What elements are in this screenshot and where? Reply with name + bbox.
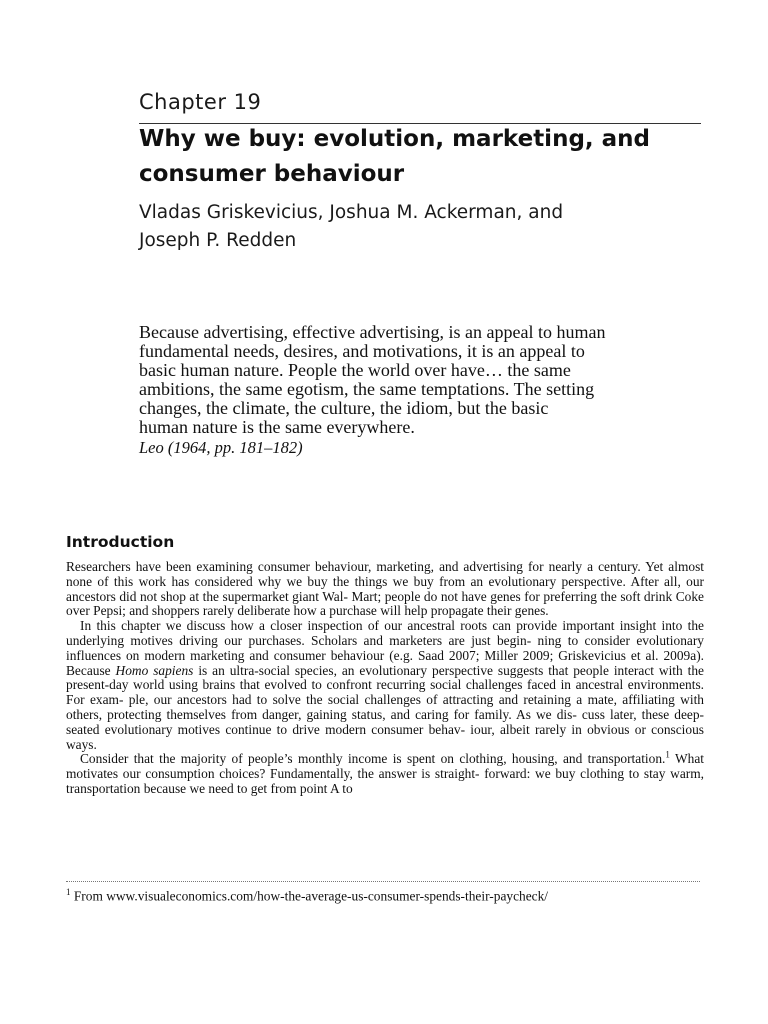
- epigraph-line: basic human nature. People the world over have… the same: [139, 360, 571, 380]
- footnote-text: From www.visualeconomics.com/how-the-average-us-consumer-spends-their-paycheck/: [70, 888, 549, 904]
- chapter-number: Chapter 19: [139, 90, 262, 114]
- introduction-body: [66, 560, 704, 797]
- epigraph-line: human nature is the same everywhere.: [139, 417, 415, 437]
- footnote-divider: [66, 881, 700, 882]
- epigraph-line: changes, the climate, the culture, the idiom, but the basic: [139, 398, 549, 418]
- footnote-reference: 1: [665, 749, 670, 760]
- authors: [139, 199, 699, 255]
- paragraph: [66, 619, 704, 752]
- chapter-title-line-2: consumer behaviour: [139, 161, 405, 187]
- epigraph-line: fundamental needs, desires, and motivations, it is an appeal to: [139, 341, 585, 361]
- paragraph-text: What motivates our consumption choices? Fundamentally, the answer is straight- forward: we buy clothing to stay warm, transportation because we need to get from point A to: [66, 751, 704, 796]
- authors-line-1: Vladas Griskevicius, Joshua M. Ackerman, and: [139, 202, 564, 223]
- footnote-marker: 1: [66, 887, 71, 897]
- species-name: Homo sapiens: [115, 662, 194, 678]
- paragraph: [66, 749, 704, 796]
- chapter-title-line-1: Why we buy: evolution, marketing, and: [139, 126, 651, 152]
- section-heading-introduction: Introduction: [66, 533, 175, 551]
- paragraph-text: is an ultra-social species, an evolutionary perspective suggests that people interact with the present-day world using brains that evolved to confront recurring social challenges faced in ancestral environments. For exam- ple, our ancestors had to solve the social challenges of attracting and retaining a mate, affiliating with others, protecting themselves from danger, gaining status, and caring for family. As we dis- cuss later, these deep-seated evolutionary motives continue to drive modern consumer behav- iour, albeit rarely in obvious or conscious ways.: [66, 662, 704, 752]
- authors-line-2: Joseph P. Redden: [139, 230, 297, 251]
- footnote: [66, 887, 706, 904]
- chapter-title: [139, 122, 719, 192]
- epigraph-source: Leo (1964, pp. 181–182): [139, 438, 303, 457]
- epigraph-line: Because advertising, effective advertising, is an appeal to human: [139, 322, 606, 342]
- epigraph: [139, 323, 719, 457]
- paragraph: Researchers have been examining consumer behaviour, marketing, and advertising for nearly a century. Yet almost none of this work has considered why we buy the things we buy from an evolutionary perspective. After all, our ancestors did not shop at the supermarket giant Wal- Mart; people do not have genes for preferring the soft drink Coke over Pepsi; and shoppers rarely deliberate how a purchase will help propagate their genes.: [66, 559, 704, 619]
- paragraph-text: In this chapter we discuss how a closer inspection of our ancestral roots can provide important insight into the underlying motives driving our purchases. Scholars and marketers are just begin- ning to consider evolutionary influences on modern marketing and consumer behaviour (e.g. Saad 2007; Miller 2009; Griskevicius et al. 2009a). Because: [66, 618, 704, 678]
- epigraph-line: ambitions, the same egotism, the same temptations. The setting: [139, 379, 595, 399]
- paragraph-text: Consider that the majority of people’s monthly income is spent on clothing, housing, and transportation.: [80, 751, 666, 767]
